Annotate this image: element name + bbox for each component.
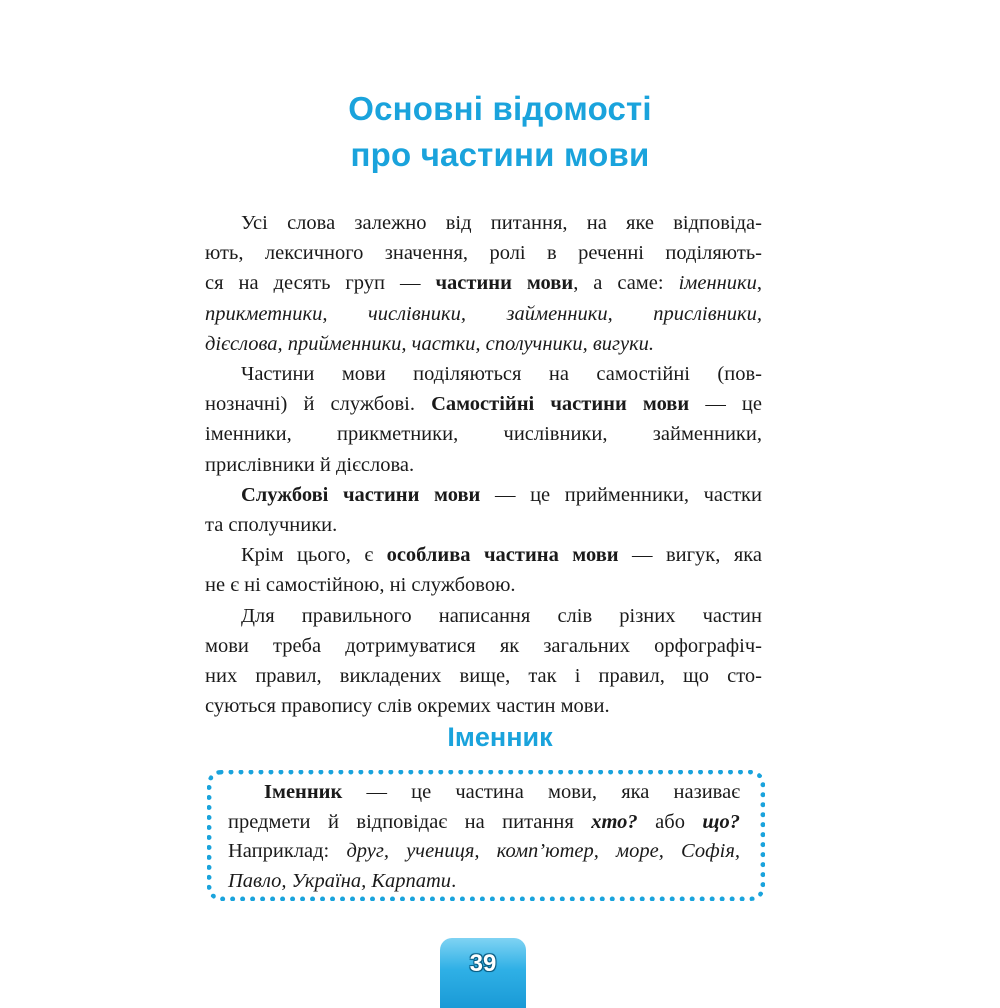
paragraph-5-line-1: Для правильного написання слів різних частин <box>241 604 762 627</box>
text-run: , а саме: <box>573 272 679 295</box>
page-title-line-2: про частини мови <box>350 136 650 173</box>
definition-line-4 <box>228 867 740 897</box>
term-nouns: іменники <box>678 272 757 295</box>
text-run: або <box>637 810 703 833</box>
text-run: — це <box>689 393 762 416</box>
text-run: предмети й відповідає на питання <box>228 810 592 833</box>
paragraph-1-line-2: ють, лексичного значення, ролі в реченні поділяють- <box>205 242 762 265</box>
definition-line-1 <box>228 778 740 808</box>
paragraph-4-line-2: не є ні самостійною, ні службовою. <box>205 574 516 597</box>
paragraph-2-line-2 <box>205 389 762 419</box>
paragraph-2-line-3: іменники, прикметники, числівники, займенники, <box>205 423 762 446</box>
question-what: що? <box>702 810 740 833</box>
paragraph-1-line-1: Усі слова залежно від питання, на яке відповіда- <box>241 212 762 234</box>
paragraph-2-line-1: Частини мови поділяються на самостійні (пов- <box>241 363 762 386</box>
text-run: Наприклад: <box>228 840 347 862</box>
paragraph-1-line-5: дієслова, прийменники, частки, сполучники, вигуки. <box>205 332 655 355</box>
paragraph-3-line-2: та сполучники. <box>205 514 338 537</box>
paragraph-5-line-2: мови треба дотримуватися як загальних орфографіч- <box>205 634 762 657</box>
text-run: . <box>451 869 457 892</box>
paragraph-1-line-3 <box>205 268 762 298</box>
text-run: Крім цього, є <box>241 544 387 567</box>
examples-list-continued: Павло, Україна, Карпати <box>228 869 452 892</box>
paragraph-5-line-3: них правил, викладених вище, так і правил, що сто- <box>205 665 762 688</box>
definition-text <box>228 778 740 896</box>
term-independent-parts: Самостійні частини мови <box>431 393 690 416</box>
term-auxiliary-parts: Службові частини мови <box>241 483 481 506</box>
text-run: — це прийменники, частки <box>480 483 762 506</box>
definition-line-2 <box>228 808 740 838</box>
text-run: — це частина мови, яка називає <box>342 781 740 803</box>
page-title-line-1: Основні відомості <box>348 90 652 127</box>
page-number: 39 <box>469 950 497 977</box>
term-special-part: особлива частина мови <box>386 544 619 567</box>
text-run: — вигук, яка <box>618 544 763 567</box>
question-who: хто? <box>591 810 638 833</box>
term-noun: Іменник <box>264 781 343 803</box>
paragraph-3-line-1 <box>205 480 762 510</box>
paragraph-4-line-1 <box>205 540 762 570</box>
paragraph-2-line-4: прислівники й дієслова. <box>205 453 415 476</box>
examples-list: друг, учениця, комп’ютер, море, Софія, <box>346 840 740 862</box>
paragraph-1-line-4: прикметники, числівники, займенники, прислівники, <box>205 302 762 325</box>
page-title <box>200 86 800 178</box>
definition-line-3 <box>228 837 740 867</box>
term-parts-of-speech: частини мови <box>435 272 574 295</box>
text-run: ся на десять груп — <box>205 272 436 295</box>
text-run: нозначні) й службові. <box>205 393 432 416</box>
section-heading: Іменник <box>447 722 553 752</box>
paragraph-5-line-4: суються правопису слів окремих частин мови. <box>205 695 610 718</box>
main-text <box>205 208 762 721</box>
text-run: , <box>756 272 762 295</box>
